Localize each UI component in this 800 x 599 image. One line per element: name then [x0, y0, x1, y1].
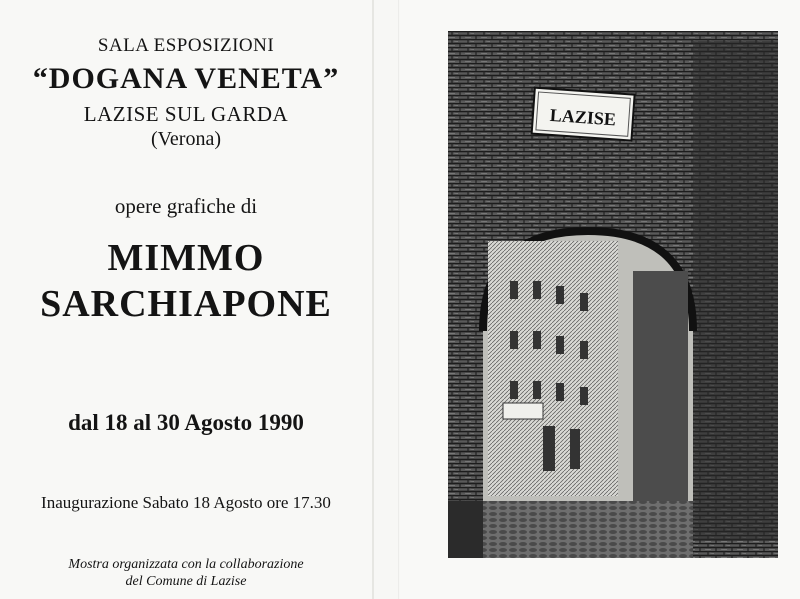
ivy-foliage: [693, 41, 778, 541]
artist-first-name: MIMMO: [107, 237, 265, 279]
cobblestone-street: [483, 501, 693, 558]
exhibition-dates: dal 18 al 30 Agosto 1990: [68, 410, 304, 435]
invitation-text-panel: [0, 0, 372, 599]
page-fold: [372, 0, 374, 599]
venue-label: SALA ESPOSIZIONI: [97, 35, 275, 56]
inner-wall-shadow: [633, 271, 688, 501]
organizer-line-2: del Comune di Lazise: [125, 574, 247, 589]
page-fold-shadow: [398, 0, 399, 599]
archway-illustration: [448, 31, 778, 558]
works-intro: opere grafiche di: [114, 194, 258, 218]
organizer-line-1: Mostra organizzata con la collaborazione: [68, 557, 304, 572]
left-pier-shadow: [448, 501, 483, 558]
venue-province: (Verona): [151, 128, 221, 150]
artist-last-name: SARCHIAPONE: [40, 283, 332, 325]
sign-text: LAZISE: [549, 104, 617, 130]
venue-town: LAZISE SUL GARDA: [83, 102, 289, 126]
awning: [503, 403, 543, 419]
opening-info: Inaugurazione Sabato 18 Agosto ore 17.30: [41, 493, 331, 512]
venue-name: “DOGANA VENETA”: [32, 62, 340, 95]
lazise-sign: [532, 88, 635, 141]
